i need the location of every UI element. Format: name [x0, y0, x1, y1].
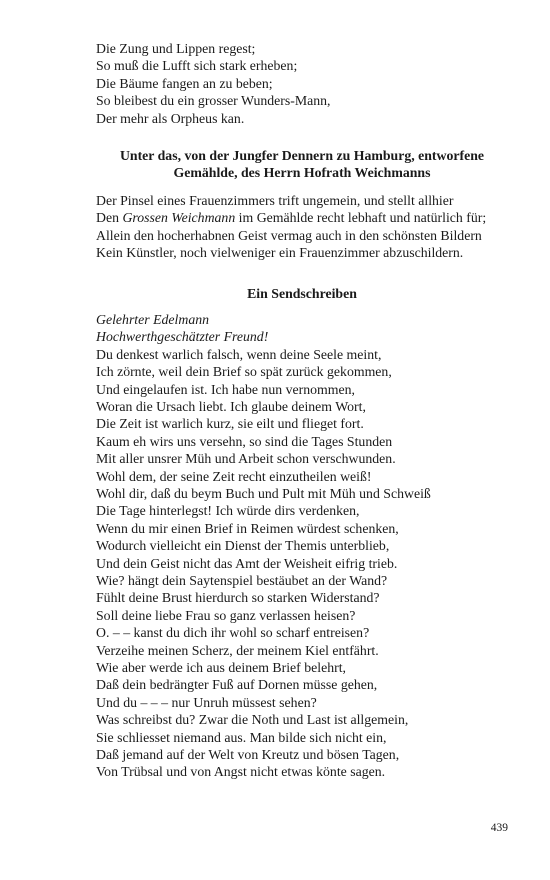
- letter-line: Daß dein bedrängter Fuß auf Dornen müsse gehen,: [96, 677, 378, 693]
- salutation: Hochwerthgeschätzter Freund!: [96, 329, 269, 345]
- letter-line: O. – – kanst du dich ihr wohl so scharf entreisen?: [96, 625, 370, 641]
- paragraph-line: Kein Künstler, noch vielweniger ein Frauenzimmer abzuschildern.: [96, 245, 464, 261]
- section-heading: Unter das, von der Jungfer Dennern zu Hamburg, entworfene: [119, 148, 485, 164]
- letter-line: Die Zeit ist warlich kurz, sie eilt und flieget fort.: [96, 416, 364, 432]
- poem-line: Die Zung und Lippen regest;: [96, 41, 256, 56]
- letter-line: Du denkest warlich falsch, wenn deine Seele meint,: [96, 346, 382, 362]
- paragraph-line: Allein den hocherhabnen Geist vermag auch in den schönsten Bildern: [96, 227, 482, 243]
- letter-line: Und du – – – nur Unruh müssest sehen?: [96, 694, 317, 710]
- section-heading: Ein Sendschreiben: [247, 286, 357, 302]
- poem-line: So muß die Lufft sich stark erheben;: [96, 58, 298, 74]
- poem-line: Der mehr als Orpheus kan.: [96, 110, 245, 126]
- page-body: [96, 40, 508, 781]
- letter-line: Von Trübsal und von Angst nicht etwas könte sagen.: [96, 764, 386, 780]
- emphasized-name: Grossen Weichmann: [122, 210, 236, 226]
- letter-line: Wohl dem, der seine Zeit recht einzutheilen weiß!: [96, 468, 372, 484]
- letter-line: Und dein Geist nicht das Amt der Weisheit eifrig trieb.: [96, 555, 398, 571]
- letter-line: Wodurch vielleicht ein Dienst der Themis unterblieb,: [96, 538, 390, 554]
- text-run: Den: [96, 210, 123, 226]
- section-sendschreiben: [96, 285, 508, 780]
- letter-line: Ich zörnte, weil dein Brief so spät zurück gekommen,: [96, 364, 392, 380]
- paragraph-line: Der Pinsel eines Frauenzimmers trift ungemein, und stellt allhier: [96, 192, 454, 208]
- letter-line: Daß jemand auf der Welt von Kreutz und bösen Tagen,: [96, 747, 400, 763]
- section-heading: Gemählde, des Herrn Hofrath Weichmanns: [173, 165, 431, 181]
- page-number: 439: [490, 822, 508, 834]
- heading-spacer: [96, 303, 508, 311]
- poem-line: So bleibest du ein grosser Wunders-Mann,: [96, 93, 331, 109]
- letter-line: Verzeihe meinen Scherz, der meinem Kiel entfährt.: [96, 642, 379, 658]
- section-spacer: [96, 261, 508, 285]
- section-spacer: [96, 127, 508, 147]
- poem-line: Die Bäume fangen an zu beben;: [96, 75, 273, 91]
- text-run: im Gemählde recht lebhaft und natürlich für;: [235, 210, 487, 226]
- letter-line: Mit aller unsrer Müh und Arbeit schon verschwunden.: [96, 451, 396, 467]
- heading-spacer: [96, 182, 508, 192]
- letter-line: Sie schliesset niemand aus. Man bilde sich nicht ein,: [96, 729, 387, 745]
- poem-top: [96, 40, 508, 127]
- letter-line: Soll deine liebe Frau so ganz verlassen heisen?: [96, 607, 356, 623]
- letter-line: Kaum eh wirs uns versehn, so sind die Tages Stunden: [96, 433, 393, 449]
- letter-line: Die Tage hinterlegst! Ich würde dirs verdenken,: [96, 503, 360, 519]
- letter-line: Was schreibst du? Zwar die Noth und Last ist allgemein,: [96, 712, 409, 728]
- letter-line: Woran die Ursach liebt. Ich glaube deinem Wort,: [96, 398, 366, 414]
- letter-line: Wie? hängt dein Saytenspiel bestäubet an der Wand?: [96, 572, 388, 588]
- letter-lines: [96, 346, 508, 781]
- letter-line: Wohl dir, daß du beym Buch und Pult mit Müh und Schweiß: [96, 485, 431, 501]
- letter-line: Wie aber werde ich aus deinem Brief belehrt,: [96, 660, 346, 675]
- letter-line: Fühlt deine Brust hierdurch so starken Widerstand?: [96, 590, 380, 606]
- paragraph-line: [96, 209, 508, 226]
- letter-line: Und eingelaufen ist. Ich habe nun vernommen,: [96, 381, 355, 397]
- section-gemaehlde: [96, 147, 508, 261]
- letter-line: Wenn du mir einen Brief in Reimen würdest schenken,: [96, 520, 399, 536]
- salutation: Gelehrter Edelmann: [96, 311, 210, 327]
